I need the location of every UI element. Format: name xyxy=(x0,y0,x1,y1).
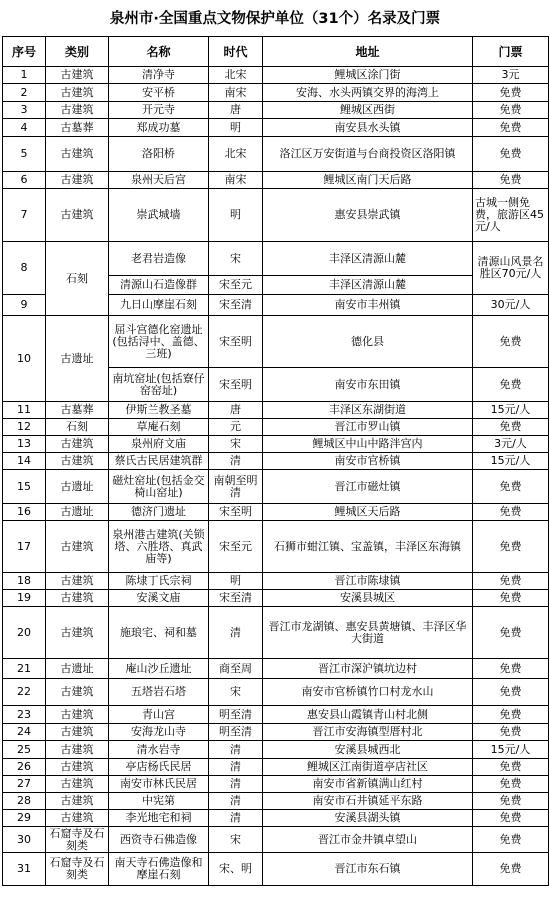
row-era: 明 xyxy=(209,189,263,242)
row-category: 古建筑 xyxy=(46,724,109,741)
table-row xyxy=(3,137,549,172)
row-name: 安海龙山寺 xyxy=(109,724,209,741)
row-category: 古建筑 xyxy=(46,810,109,827)
row-era: 北宋 xyxy=(209,67,263,84)
row-ticket: 3元/人 xyxy=(473,436,549,453)
row-ticket: 15元/人 xyxy=(473,741,549,759)
row-address: 丰泽区清源山麓 xyxy=(263,242,473,276)
row-category: 古建筑 xyxy=(46,573,109,590)
row-no: 9 xyxy=(3,295,46,316)
row-name: 安平桥 xyxy=(109,84,209,102)
row-ticket: 清源山风景名胜区70元/人 xyxy=(473,242,549,295)
header-category: 类别 xyxy=(46,37,109,67)
row-name: 亭店杨氏民居 xyxy=(109,759,209,776)
row-no: 7 xyxy=(3,189,46,242)
row-category: 古遗址 xyxy=(46,470,109,504)
row-address: 鲤城区涂门街 xyxy=(263,67,473,84)
row-name: 中宪第 xyxy=(109,793,209,810)
page-title: 泉州市·全国重点文物保护单位（31个）名录及门票 xyxy=(109,11,441,27)
table-row xyxy=(3,102,549,119)
row-no: 21 xyxy=(3,659,46,679)
table-body xyxy=(3,67,549,886)
table-row xyxy=(3,853,549,886)
row-era: 清 xyxy=(209,453,263,470)
table-row xyxy=(3,793,549,810)
table-row xyxy=(3,242,549,276)
row-ticket: 免费 xyxy=(473,521,549,573)
table-row xyxy=(3,172,549,189)
row-category: 古建筑 xyxy=(46,793,109,810)
table-row xyxy=(3,706,549,724)
table-row xyxy=(3,521,549,573)
row-era: 宋 xyxy=(209,242,263,276)
table-row xyxy=(3,316,549,368)
row-name: 李光地宅和祠 xyxy=(109,810,209,827)
row-category: 古墓葬 xyxy=(46,402,109,419)
table-row xyxy=(3,402,549,419)
row-address: 安溪县城西北 xyxy=(263,741,473,759)
row-no: 10 xyxy=(3,316,46,402)
row-ticket: 免费 xyxy=(473,793,549,810)
row-no: 30 xyxy=(3,827,46,853)
row-category: 石刻 xyxy=(46,419,109,436)
header-no: 序号 xyxy=(3,37,46,67)
table-row xyxy=(3,67,549,84)
row-category: 古遗址 xyxy=(46,659,109,679)
row-era: 宋至明 xyxy=(209,368,263,402)
row-category: 古建筑 xyxy=(46,741,109,759)
row-category: 古墓葬 xyxy=(46,119,109,137)
row-category: 古建筑 xyxy=(46,172,109,189)
row-no: 18 xyxy=(3,573,46,590)
row-no: 17 xyxy=(3,521,46,573)
row-ticket: 古城一侧免费，旅游区45元/人 xyxy=(473,189,549,242)
heritage-table xyxy=(2,36,549,886)
row-ticket: 3元 xyxy=(473,67,549,84)
row-category: 古建筑 xyxy=(46,102,109,119)
row-era: 清 xyxy=(209,810,263,827)
row-address: 晋江市罗山镇 xyxy=(263,419,473,436)
row-category: 古建筑 xyxy=(46,521,109,573)
row-ticket: 免费 xyxy=(473,504,549,521)
row-category: 古建筑 xyxy=(46,679,109,706)
row-address: 晋江市陈埭镇 xyxy=(263,573,473,590)
table-row xyxy=(3,741,549,759)
row-era: 唐 xyxy=(209,102,263,119)
row-address: 丰泽区东湖街道 xyxy=(263,402,473,419)
row-era: 宋 xyxy=(209,436,263,453)
row-no: 12 xyxy=(3,419,46,436)
row-era: 宋 xyxy=(209,679,263,706)
row-category: 古建筑 xyxy=(46,84,109,102)
row-no: 27 xyxy=(3,776,46,793)
table-row xyxy=(3,470,549,504)
row-era: 宋至明 xyxy=(209,316,263,368)
row-era: 宋至明 xyxy=(209,504,263,521)
row-name: 磁灶窑址(包括金交椅山窑址) xyxy=(109,470,209,504)
row-name: 洛阳桥 xyxy=(109,137,209,172)
table-row xyxy=(3,504,549,521)
row-no: 8 xyxy=(3,242,46,295)
row-ticket: 免费 xyxy=(473,759,549,776)
row-name: 泉州天后宫 xyxy=(109,172,209,189)
row-name: 西资寺石佛造像 xyxy=(109,827,209,853)
row-ticket: 30元/人 xyxy=(473,295,549,316)
row-address: 晋江市东石镇 xyxy=(263,853,473,886)
row-name: 施琅宅、祠和墓 xyxy=(109,607,209,659)
header-era: 时代 xyxy=(209,37,263,67)
header-address: 地址 xyxy=(263,37,473,67)
table-row xyxy=(3,827,549,853)
row-name: 郑成功墓 xyxy=(109,119,209,137)
table-row xyxy=(3,759,549,776)
row-category: 古建筑 xyxy=(46,189,109,242)
row-ticket: 免费 xyxy=(473,776,549,793)
row-address: 鲤城区中山中路泮宫内 xyxy=(263,436,473,453)
row-category: 古建筑 xyxy=(46,776,109,793)
row-no: 16 xyxy=(3,504,46,521)
row-era: 元 xyxy=(209,419,263,436)
row-address: 南安市东田镇 xyxy=(263,368,473,402)
row-ticket: 免费 xyxy=(473,853,549,886)
row-ticket: 免费 xyxy=(473,573,549,590)
row-address: 南安市省新镇满山红村 xyxy=(263,776,473,793)
row-ticket: 免费 xyxy=(473,607,549,659)
row-name: 崇武城墙 xyxy=(109,189,209,242)
row-era: 南宋 xyxy=(209,84,263,102)
row-category: 古建筑 xyxy=(46,706,109,724)
row-ticket: 免费 xyxy=(473,724,549,741)
row-no: 14 xyxy=(3,453,46,470)
row-era: 宋至清 xyxy=(209,590,263,607)
row-address: 安海、水头两镇交界的海湾上 xyxy=(263,84,473,102)
row-category: 古建筑 xyxy=(46,759,109,776)
row-era: 南朝至明清 xyxy=(209,470,263,504)
row-name: 安溪文庙 xyxy=(109,590,209,607)
row-era: 明 xyxy=(209,119,263,137)
table-row xyxy=(3,724,549,741)
row-ticket: 免费 xyxy=(473,659,549,679)
row-era: 宋至元 xyxy=(209,276,263,295)
row-era: 宋至清 xyxy=(209,295,263,316)
row-address: 石狮市蚶江镇、宝盖镇，丰泽区东海镇 xyxy=(263,521,473,573)
row-no: 31 xyxy=(3,853,46,886)
row-address: 晋江市金井镇卓望山 xyxy=(263,827,473,853)
row-era: 商至周 xyxy=(209,659,263,679)
row-category: 古建筑 xyxy=(46,137,109,172)
row-category: 石窟寺及石刻类 xyxy=(46,853,109,886)
row-era: 清 xyxy=(209,607,263,659)
row-name: 九日山摩崖石刻 xyxy=(109,295,209,316)
row-no: 26 xyxy=(3,759,46,776)
row-no: 29 xyxy=(3,810,46,827)
row-era: 唐 xyxy=(209,402,263,419)
row-address: 鲤城区西街 xyxy=(263,102,473,119)
row-no: 22 xyxy=(3,679,46,706)
row-era: 清 xyxy=(209,741,263,759)
row-ticket: 免费 xyxy=(473,316,549,368)
table-row xyxy=(3,189,549,242)
row-era: 北宋 xyxy=(209,137,263,172)
row-name: 蔡氏古民居建筑群 xyxy=(109,453,209,470)
table-row xyxy=(3,607,549,659)
row-name: 伊斯兰教圣墓 xyxy=(109,402,209,419)
row-category: 古建筑 xyxy=(46,67,109,84)
table-row xyxy=(3,590,549,607)
table-row xyxy=(3,84,549,102)
row-no: 11 xyxy=(3,402,46,419)
row-name: 德济门遗址 xyxy=(109,504,209,521)
row-category: 古遗址 xyxy=(46,504,109,521)
row-address: 晋江市安海镇型厝村北 xyxy=(263,724,473,741)
row-no: 5 xyxy=(3,137,46,172)
row-ticket: 免费 xyxy=(473,810,549,827)
row-name: 清水岩寺 xyxy=(109,741,209,759)
row-address: 南安市石井镇延平东路 xyxy=(263,793,473,810)
row-category: 石窟寺及石刻类 xyxy=(46,827,109,853)
table-row xyxy=(3,119,549,137)
row-category: 石刻 xyxy=(46,242,109,316)
row-no: 19 xyxy=(3,590,46,607)
row-ticket: 免费 xyxy=(473,84,549,102)
row-address: 南安市丰州镇 xyxy=(263,295,473,316)
row-address: 鲤城区南门天后路 xyxy=(263,172,473,189)
row-address: 惠安县崇武镇 xyxy=(263,189,473,242)
row-era: 宋、明 xyxy=(209,853,263,886)
row-address: 南安县水头镇 xyxy=(263,119,473,137)
row-no: 13 xyxy=(3,436,46,453)
row-name: 泉州府文庙 xyxy=(109,436,209,453)
header-name: 名称 xyxy=(109,37,209,67)
row-address: 德化县 xyxy=(263,316,473,368)
row-ticket: 免费 xyxy=(473,590,549,607)
row-ticket: 免费 xyxy=(473,679,549,706)
row-name: 青山宫 xyxy=(109,706,209,724)
row-ticket: 免费 xyxy=(473,470,549,504)
row-address: 南安市官桥镇竹口村龙水山 xyxy=(263,679,473,706)
row-name: 庵山沙丘遗址 xyxy=(109,659,209,679)
row-name: 陈埭丁氏宗祠 xyxy=(109,573,209,590)
row-ticket: 免费 xyxy=(473,827,549,853)
row-address: 晋江市深沪镇坑边村 xyxy=(263,659,473,679)
row-era: 清 xyxy=(209,759,263,776)
row-era: 明 xyxy=(209,573,263,590)
row-ticket: 免费 xyxy=(473,102,549,119)
table-row xyxy=(3,810,549,827)
row-era: 宋至元 xyxy=(209,521,263,573)
row-no: 2 xyxy=(3,84,46,102)
row-no: 20 xyxy=(3,607,46,659)
table-header-row xyxy=(3,37,549,67)
row-name: 草庵石刻 xyxy=(109,419,209,436)
table-row xyxy=(3,419,549,436)
row-era: 明至清 xyxy=(209,706,263,724)
row-address: 安溪县湖头镇 xyxy=(263,810,473,827)
row-no: 6 xyxy=(3,172,46,189)
row-address: 晋江市磁灶镇 xyxy=(263,470,473,504)
row-era: 清 xyxy=(209,776,263,793)
row-ticket: 免费 xyxy=(473,419,549,436)
row-name: 清净寺 xyxy=(109,67,209,84)
row-address: 洛江区万安街道与台商投资区洛阳镇 xyxy=(263,137,473,172)
row-ticket: 免费 xyxy=(473,172,549,189)
table-row xyxy=(3,679,549,706)
table-row xyxy=(3,659,549,679)
row-era: 南宋 xyxy=(209,172,263,189)
row-address: 丰泽区清源山麓 xyxy=(263,276,473,295)
row-address: 安溪县城区 xyxy=(263,590,473,607)
row-category: 古建筑 xyxy=(46,607,109,659)
row-no: 28 xyxy=(3,793,46,810)
row-name: 清源山石造像群 xyxy=(109,276,209,295)
row-no: 1 xyxy=(3,67,46,84)
row-name: 南天寺石佛造像和摩崖石刻 xyxy=(109,853,209,886)
row-address: 惠安县山霞镇青山村北侧 xyxy=(263,706,473,724)
row-category: 古建筑 xyxy=(46,436,109,453)
row-no: 24 xyxy=(3,724,46,741)
row-name: 泉州港古建筑(关锁塔、六胜塔、真武庙等) xyxy=(109,521,209,573)
row-category: 古建筑 xyxy=(46,453,109,470)
row-ticket: 免费 xyxy=(473,706,549,724)
row-name: 南安市林氏民居 xyxy=(109,776,209,793)
row-ticket: 免费 xyxy=(473,137,549,172)
row-era: 明至清 xyxy=(209,724,263,741)
row-name: 开元寺 xyxy=(109,102,209,119)
row-address: 晋江市龙湖镇、惠安县黄塘镇、丰泽区华大街道 xyxy=(263,607,473,659)
table-row xyxy=(3,453,549,470)
table-row xyxy=(3,436,549,453)
header-ticket: 门票 xyxy=(473,37,549,67)
row-name: 五塔岩石塔 xyxy=(109,679,209,706)
table-row xyxy=(3,776,549,793)
row-ticket: 免费 xyxy=(473,368,549,402)
row-address: 鲤城区天后路 xyxy=(263,504,473,521)
row-name: 屈斗宫德化窑遗址(包括浔中、盖德、三班) xyxy=(109,316,209,368)
row-category: 古遗址 xyxy=(46,316,109,402)
row-era: 清 xyxy=(209,793,263,810)
row-no: 4 xyxy=(3,119,46,137)
row-address: 鲤城区江南街道亭店社区 xyxy=(263,759,473,776)
row-era: 宋 xyxy=(209,827,263,853)
row-address: 南安市官桥镇 xyxy=(263,453,473,470)
row-no: 3 xyxy=(3,102,46,119)
row-name: 南坑窑址(包括寮仔窑窑址) xyxy=(109,368,209,402)
row-no: 23 xyxy=(3,706,46,724)
row-ticket: 免费 xyxy=(473,119,549,137)
row-no: 25 xyxy=(3,741,46,759)
row-ticket: 15元/人 xyxy=(473,402,549,419)
row-name: 老君岩造像 xyxy=(109,242,209,276)
row-ticket: 15元/人 xyxy=(473,453,549,470)
row-no: 15 xyxy=(3,470,46,504)
table-row xyxy=(3,573,549,590)
row-category: 古建筑 xyxy=(46,590,109,607)
